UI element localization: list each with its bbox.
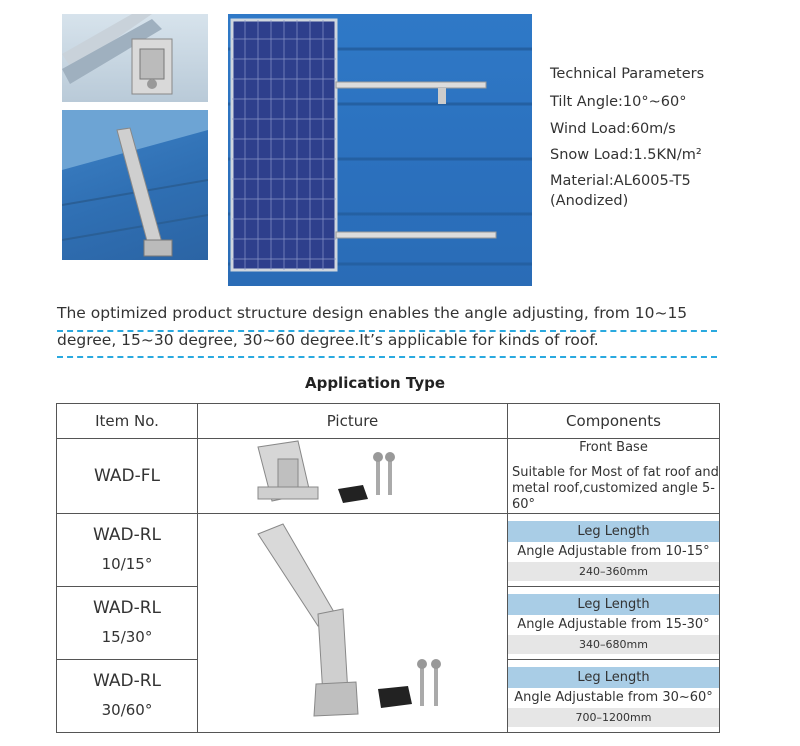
leg-length-bar: Leg Length <box>508 521 719 543</box>
leg-length-range: 700–1200mm <box>508 708 719 727</box>
table-header-row <box>57 404 720 439</box>
leg-length-bar: Leg Length <box>508 667 719 689</box>
angle-adjustable: Angle Adjustable from 15-30° <box>517 617 710 633</box>
item-code: WAD-RL <box>92 598 162 619</box>
angle-adjustable: Angle Adjustable from 10-15° <box>517 544 710 560</box>
description <box>57 300 757 354</box>
item-no <box>57 660 198 733</box>
item-angle: 10/15° <box>101 555 153 573</box>
snow-load: Snow Load:1.5KN/m² <box>550 146 702 163</box>
application-type-title: Application Type <box>304 374 446 392</box>
description-line-2: degree, 15~30 degree, 30~60 degree.It’s applicable for kinds of roof. <box>57 331 599 349</box>
item-code: WAD-RL <box>92 525 162 546</box>
parameters-title: Technical Parameters <box>550 66 705 82</box>
solar-panel-illustration <box>228 14 532 286</box>
leg-length-range: 240–360mm <box>508 562 719 581</box>
application-table <box>56 403 720 733</box>
header-item-no: Item No. <box>57 404 198 439</box>
bracket-illustration <box>62 14 208 102</box>
component-title: Front Base <box>579 439 648 455</box>
front-base-illustration <box>198 439 506 509</box>
description-line-1: The optimized product structure design enables the angle adjusting, from 10~15 <box>57 304 688 322</box>
angle-adjustable: Angle Adjustable from 30~60° <box>514 690 713 706</box>
bracket-closeup-photo <box>62 14 208 102</box>
leg-length-bar: Leg Length <box>508 594 719 616</box>
component-desc: Suitable for Most of fat roof and metal roof,customized angle 5-60° <box>512 465 719 512</box>
solar-panel-roof-photo <box>228 14 532 286</box>
tilt-angle: Tilt Angle:10°~60° <box>550 94 687 111</box>
technical-parameters <box>550 64 790 212</box>
divider-dashed <box>57 356 717 358</box>
item-no <box>57 439 198 514</box>
adjustable-leg-illustration <box>198 514 506 728</box>
item-angle: 30/60° <box>101 701 153 719</box>
item-code: WAD-RL <box>92 671 162 692</box>
leg-length-range: 340–680mm <box>508 635 719 654</box>
material-finish: (Anodized) <box>550 193 629 210</box>
material: Material:AL6005-T5 <box>550 173 691 190</box>
components-cell <box>508 514 720 587</box>
header-components: Components <box>508 404 720 439</box>
wind-load: Wind Load:60m/s <box>550 120 676 137</box>
leg-illustration <box>62 110 208 260</box>
item-code: WAD-FL <box>94 465 160 486</box>
header-picture: Picture <box>198 404 508 439</box>
item-angle: 15/30° <box>101 628 153 646</box>
table-row <box>57 514 720 587</box>
item-no <box>57 514 198 587</box>
picture-cell <box>198 514 508 733</box>
components-cell <box>508 587 720 660</box>
components-cell <box>508 439 720 514</box>
divider-dashed <box>57 330 717 332</box>
components-cell <box>508 660 720 733</box>
item-no <box>57 587 198 660</box>
table-row <box>57 439 720 514</box>
adjustable-leg-photo <box>62 110 208 260</box>
picture-cell <box>198 439 508 514</box>
